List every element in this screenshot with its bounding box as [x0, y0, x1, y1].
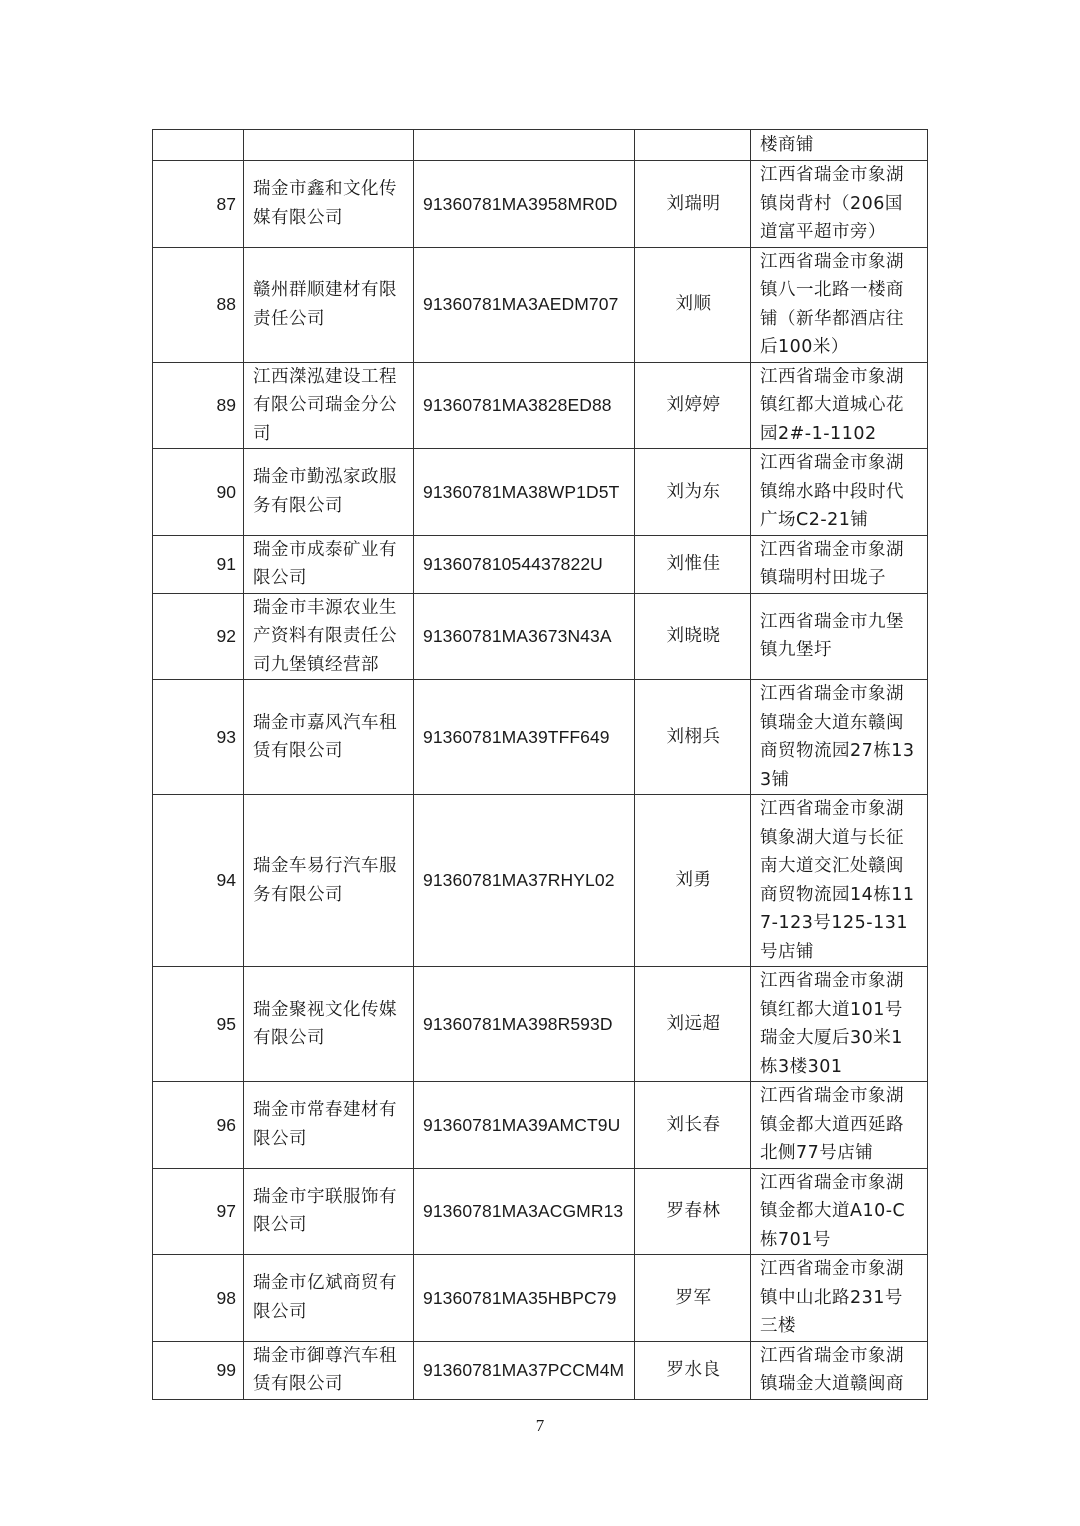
legal-representative: 罗水良 [635, 1341, 751, 1399]
row-number: 95 [153, 967, 244, 1082]
row-number: 94 [153, 795, 244, 967]
row-number: 93 [153, 680, 244, 795]
table-body [153, 130, 928, 1400]
row-number: 98 [153, 1255, 244, 1342]
company-name: 瑞金市亿斌商贸有限公司 [244, 1255, 414, 1342]
credit-code: 91360781MA3828ED88 [414, 362, 635, 449]
company-name: 瑞金市勤泓家政服务有限公司 [244, 449, 414, 536]
table-row [153, 449, 928, 536]
row-number [153, 130, 244, 161]
legal-representative: 刘顺 [635, 247, 751, 362]
company-name: 瑞金市丰源农业生产资料有限责任公司九堡镇经营部 [244, 593, 414, 680]
company-name: 瑞金市御尊汽车租赁有限公司 [244, 1341, 414, 1399]
table-row [153, 795, 928, 967]
legal-representative: 刘勇 [635, 795, 751, 967]
row-number: 89 [153, 362, 244, 449]
company-name: 瑞金市嘉风汽车租赁有限公司 [244, 680, 414, 795]
credit-code: 91360781MA35HBPC79 [414, 1255, 635, 1342]
business-address: 江西省瑞金市象湖镇红都大道城心花园2#-1-1102 [751, 362, 928, 449]
legal-representative: 刘栩兵 [635, 680, 751, 795]
company-name: 瑞金市宇联服饰有限公司 [244, 1168, 414, 1255]
table-row [153, 967, 928, 1082]
business-address: 江西省瑞金市象湖镇象湖大道与长征南大道交汇处赣闽商贸物流园14栋117-123号125-131号店铺 [751, 795, 928, 967]
row-number: 99 [153, 1341, 244, 1399]
table-row [153, 247, 928, 362]
row-number: 96 [153, 1082, 244, 1169]
credit-code: 91360781MA3ACGMR13 [414, 1168, 635, 1255]
table-row [153, 535, 928, 593]
table-row [153, 362, 928, 449]
credit-code: 91360781MA38WP1D5T [414, 449, 635, 536]
table-row [153, 161, 928, 248]
legal-representative: 刘瑞明 [635, 161, 751, 248]
row-number: 87 [153, 161, 244, 248]
table-row [153, 593, 928, 680]
company-name [244, 130, 414, 161]
row-number: 90 [153, 449, 244, 536]
company-name: 瑞金市鑫和文化传媒有限公司 [244, 161, 414, 248]
business-address: 江西省瑞金市象湖镇瑞明村田垅子 [751, 535, 928, 593]
legal-representative: 刘为东 [635, 449, 751, 536]
table-row [153, 1168, 928, 1255]
business-address: 江西省瑞金市象湖镇红都大道101号瑞金大厦后30米1栋3楼301 [751, 967, 928, 1082]
company-name: 瑞金车易行汽车服务有限公司 [244, 795, 414, 967]
business-address: 江西省瑞金市象湖镇绵水路中段时代广场C2-21铺 [751, 449, 928, 536]
credit-code: 91360781MA37PCCM4M [414, 1341, 635, 1399]
credit-code: 91360781054437822U [414, 535, 635, 593]
credit-code: 91360781MA3673N43A [414, 593, 635, 680]
row-number: 91 [153, 535, 244, 593]
legal-representative: 罗军 [635, 1255, 751, 1342]
credit-code [414, 130, 635, 161]
legal-representative: 刘远超 [635, 967, 751, 1082]
table-row [153, 1341, 928, 1399]
business-address: 江西省瑞金市象湖镇金都大道A10-C栋701号 [751, 1168, 928, 1255]
row-number: 88 [153, 247, 244, 362]
credit-code: 91360781MA398R593D [414, 967, 635, 1082]
business-address: 江西省瑞金市象湖镇岗背村（206国道富平超市旁） [751, 161, 928, 248]
table-row [153, 680, 928, 795]
credit-code: 91360781MA39AMCT9U [414, 1082, 635, 1169]
row-number: 92 [153, 593, 244, 680]
credit-code: 91360781MA39TFF649 [414, 680, 635, 795]
business-address: 江西省瑞金市九堡镇九堡圩 [751, 593, 928, 680]
business-address: 楼商铺 [751, 130, 928, 161]
company-name: 瑞金市常春建材有限公司 [244, 1082, 414, 1169]
company-name: 江西滐泓建设工程有限公司瑞金分公司 [244, 362, 414, 449]
row-number: 97 [153, 1168, 244, 1255]
business-address: 江西省瑞金市象湖镇金都大道西延路北侧77号店铺 [751, 1082, 928, 1169]
company-name: 赣州群顺建材有限责任公司 [244, 247, 414, 362]
table-row-continued [153, 130, 928, 161]
legal-representative: 刘晓晓 [635, 593, 751, 680]
business-address: 江西省瑞金市象湖镇八一北路一楼商铺（新华都酒店往后100米） [751, 247, 928, 362]
credit-code: 91360781MA3AEDM707 [414, 247, 635, 362]
credit-code: 91360781MA3958MR0D [414, 161, 635, 248]
table-row [153, 1082, 928, 1169]
legal-representative: 刘长春 [635, 1082, 751, 1169]
business-address: 江西省瑞金市象湖镇瑞金大道赣闽商 [751, 1341, 928, 1399]
business-address: 江西省瑞金市象湖镇中山北路231号三楼 [751, 1255, 928, 1342]
legal-representative: 刘惟佳 [635, 535, 751, 593]
legal-representative: 刘婷婷 [635, 362, 751, 449]
credit-code: 91360781MA37RHYL02 [414, 795, 635, 967]
company-name: 瑞金市成泰矿业有限公司 [244, 535, 414, 593]
enterprise-registry-table [152, 129, 928, 1400]
company-name: 瑞金聚视文化传媒有限公司 [244, 967, 414, 1082]
page-number: 7 [535, 1416, 545, 1435]
table-row [153, 1255, 928, 1342]
business-address: 江西省瑞金市象湖镇瑞金大道东赣闽商贸物流园27栋133铺 [751, 680, 928, 795]
legal-representative: 罗春林 [635, 1168, 751, 1255]
legal-representative [635, 130, 751, 161]
